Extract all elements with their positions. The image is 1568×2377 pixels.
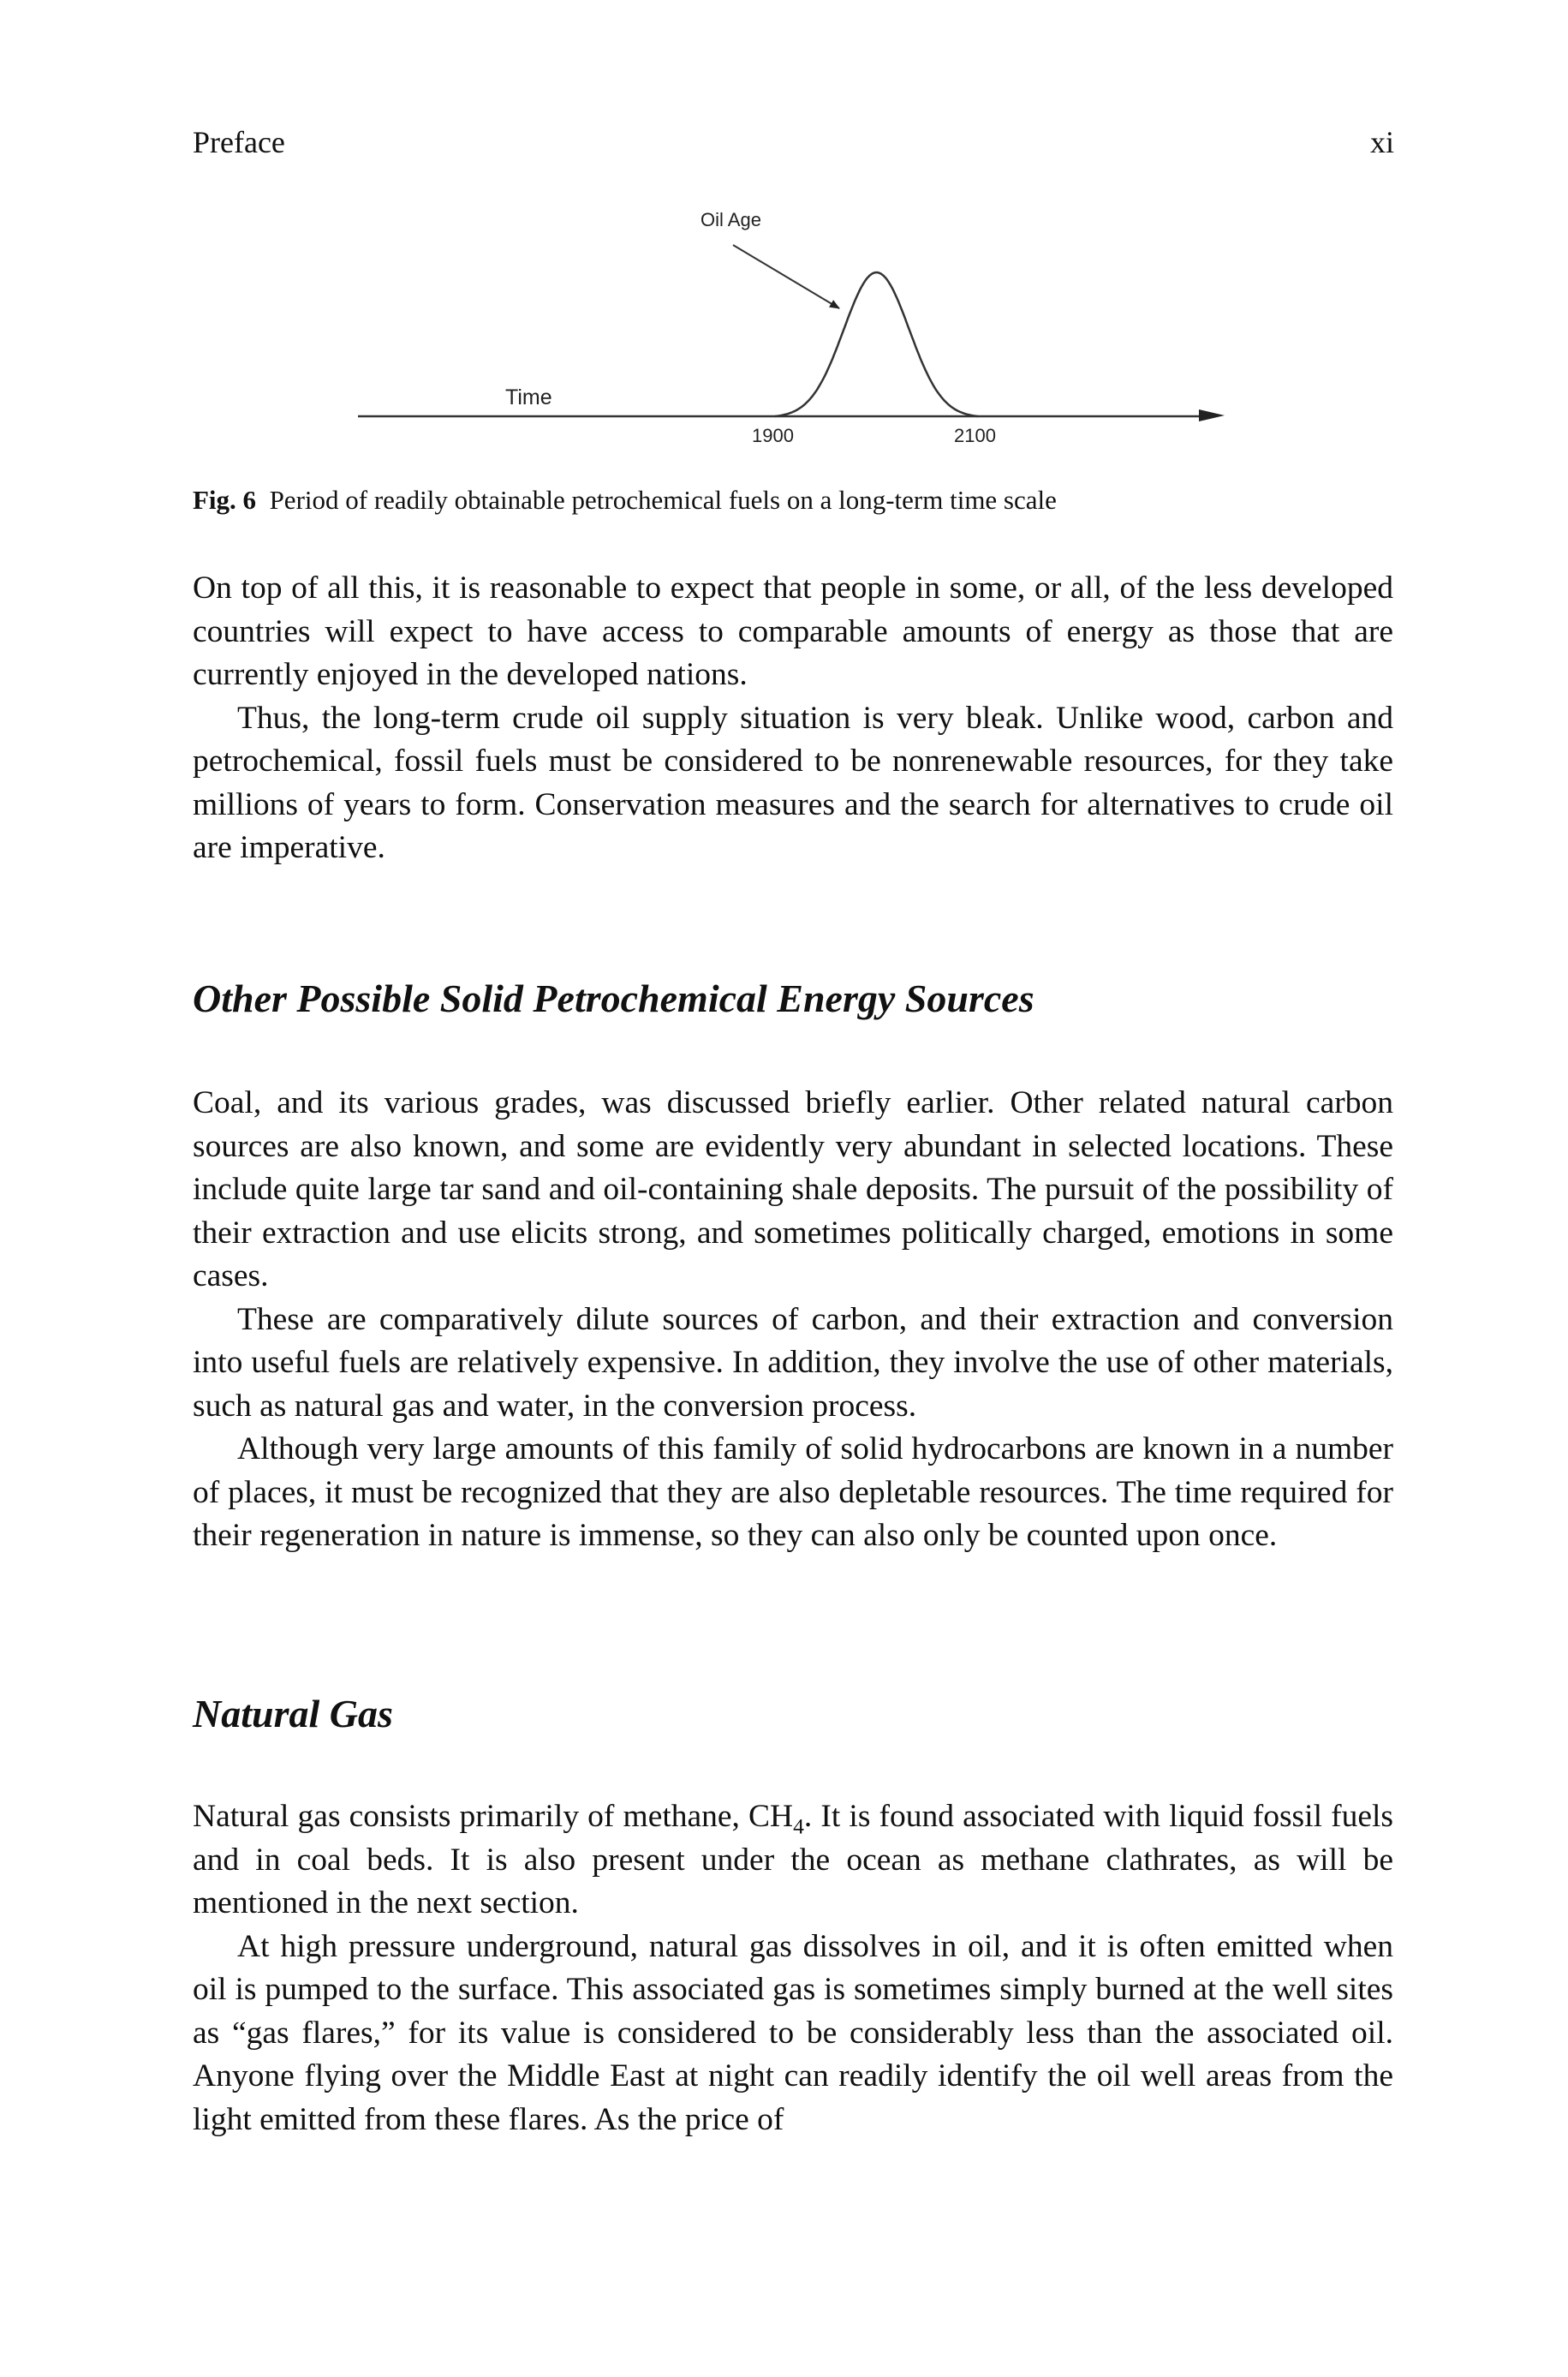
oil-age-chart [343,199,1242,456]
axis-label-time: Time [505,385,552,409]
oil-age-curve [775,272,978,416]
section-intro [193,567,1393,870]
figure-oil-age [343,199,1242,456]
section-natural-gas [193,1795,1393,2141]
paragraph [193,1795,1393,1926]
tick-label-2100: 2100 [954,425,996,446]
section-heading: Other Possible Solid Petrochemical Energy Sources [193,976,1034,1020]
paragraph: Although very large amounts of this family of solid hydrocarbons are known in a number of places, it must be recognized that they are also depletable resources. The time required for their regeneration in nature is immense, so they can also only be counted upon once. [193,1431,1393,1553]
paragraph: At high pressure underground, natural gas dissolves in oil, and it is often emitted when oil is pumped to the surface. This associated gas is sometimes simply burned at the well sites as “gas flares,” for its value is considered to be considerably less than the associated oil. Anyone flying over the Middle East at night can readily identify the oil well areas from the light emitted from these flares. As the price of [193,1928,1393,2137]
paragraph-text: Natural gas consists primarily of methane, CH [193,1799,794,1834]
figure-caption [193,485,1392,516]
paragraph: Thus, the long-term crude oil supply situation is very bleak. Unlike wood, carbon and petrochemical, fossil fuels must be considered to be nonrenewable resources, for they take millions of years to form. Conservation measures and the search for alternatives to crude oil are imperative. [193,700,1393,865]
page-number: xi [1369,125,1394,159]
paragraph: On top of all this, it is reasonable to expect that people in some, or all, of the less developed countries will expect to have access to comparable amounts of energy as those that are currently enjoyed in the developed nations. [193,570,1393,692]
section-heading: Natural Gas [193,1692,393,1735]
running-head-section: Preface [193,125,285,159]
figure-caption-text: Period of readily obtainable petrochemical fuels on a long-term time scale [269,485,1057,515]
oil-age-label: Oil Age [701,209,761,230]
figure-caption-label: Fig. 6 [193,485,257,515]
oil-age-pointer-arrow [733,245,839,308]
time-axis-arrowhead [1199,409,1225,421]
paragraph: Coal, and its various grades, was discussed briefly earlier. Other related natural carbon sources are also known, and some are evidently very abundant in selected locations. These include quite large tar sand and oil-containing shale deposits. The pursuit of the possibility of their extraction and use elicits strong, and sometimes politically charged, emotions in some cases. [193,1085,1393,1293]
paragraph: These are comparatively dilute sources of carbon, and their extraction and conversion into useful fuels are relatively expensive. In addition, they involve the use of other materials, such as natural gas and water, in the conversion process. [193,1301,1393,1424]
tick-label-1900: 1900 [752,425,794,446]
subscript: 4 [793,1813,804,1839]
paragraph-text: . It is found associated with liquid fossil fuels and in coal beds. It is also present under the ocean as methane clathrates, as will be mentioned in the next section. [193,1799,1393,1920]
section-solid-sources [193,1082,1393,1558]
